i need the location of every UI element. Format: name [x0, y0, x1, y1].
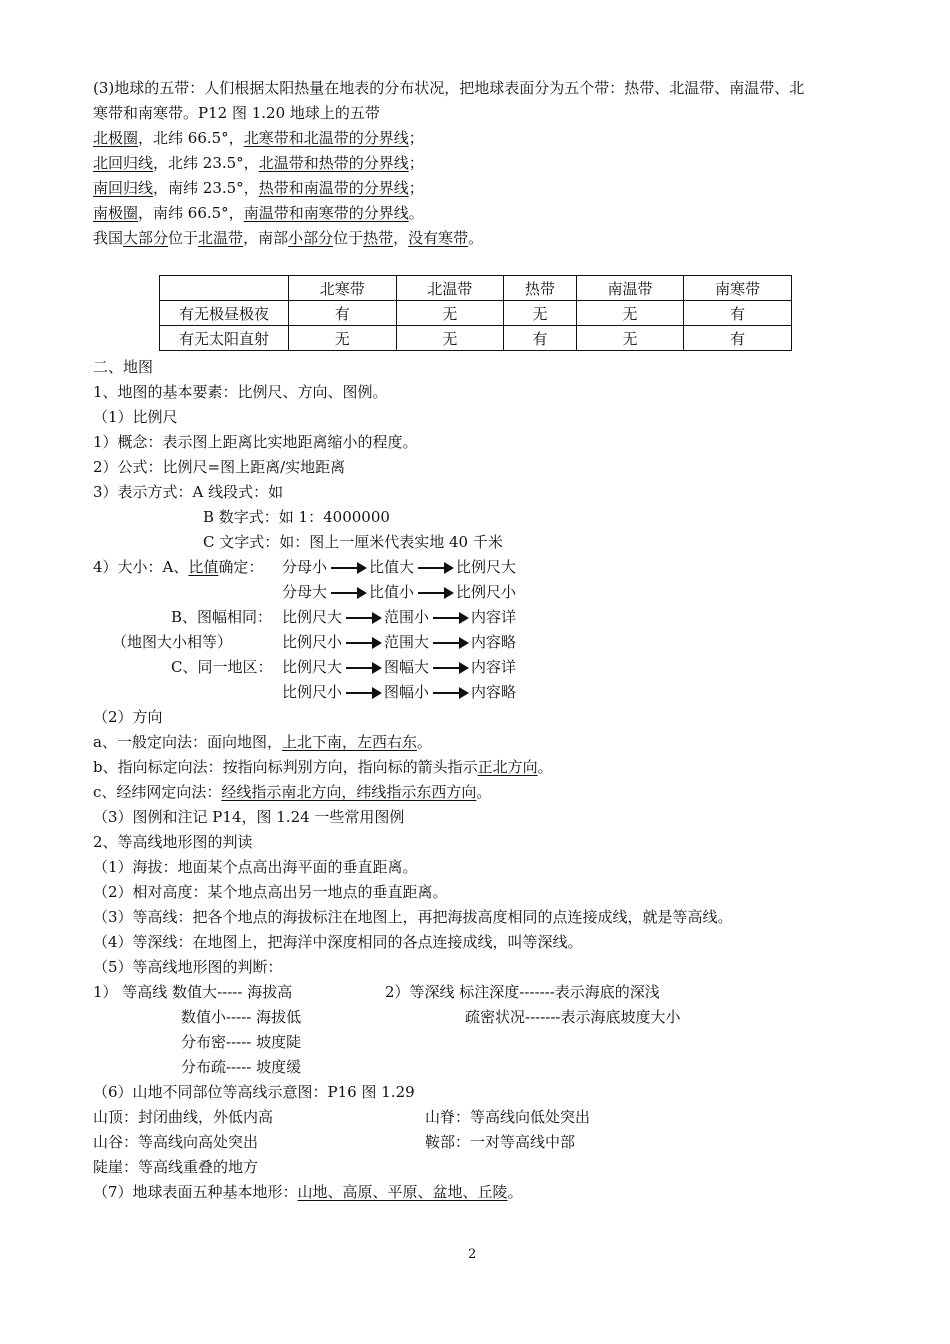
tropic-cancer-line: [93, 153, 424, 173]
arrow-right-icon: [433, 617, 467, 619]
table-header-row: [160, 276, 792, 301]
five-zones-table: [159, 275, 792, 351]
rule-term: 内容略: [471, 633, 517, 651]
direction-a-key: 上北下南，左西右东: [281, 733, 417, 751]
contour-judge-2-left: 数值小----- 海拔低: [181, 1008, 302, 1026]
rule-term: 范围小: [384, 608, 430, 626]
china-most: 大部分: [123, 229, 169, 247]
china-small-part: 小部分: [288, 229, 334, 247]
china-no-frigid: 没有寒带: [408, 229, 469, 247]
scale-rule-row-2: [282, 582, 516, 602]
contour-judge-2-right: 疏密状况-------表示海底坡度大小: [465, 1008, 681, 1026]
tropic-cancer-end: ；: [408, 154, 424, 172]
arrow-right-icon: [346, 692, 380, 694]
table-cell: 无: [289, 326, 397, 351]
scale-form-text: C 文字式：如：图上一厘米代表实地 40 千米: [203, 533, 503, 551]
antarctic-circle-end: 。: [408, 204, 424, 222]
scale-form-numeric: B 数字式：如 1：4000000: [203, 508, 390, 526]
rule-term: 图幅大: [384, 658, 430, 676]
zones-intro-line-1: (3)地球的五带：人们根据太阳热量在地表的分布状况，把地球表面分为五个带：热带、北温带、南温带、北: [93, 79, 805, 97]
china-text-6: 。: [468, 229, 484, 247]
landforms-list: 山地、高原、平原、盆地、丘陵: [297, 1183, 508, 1201]
direction-c-end: 。: [476, 783, 492, 801]
scale-size-a-label: [93, 557, 263, 577]
scale-rule-row-6: [282, 682, 516, 702]
antarctic-circle-desc: 南温带和南寒带的分界线: [243, 204, 409, 222]
zones-intro-line-2: 寒带和南寒带。P12 图 1.20 地球上的五带: [93, 104, 380, 122]
page-number: 2: [468, 1247, 477, 1262]
scale-title: （1）比例尺: [93, 408, 178, 426]
direction-a-text: a、一般定向法：面向地图，: [93, 733, 282, 751]
landforms-text: （7）地球表面五种基本地形：: [93, 1183, 298, 1201]
scale-size-b-label: B、图幅相同：: [171, 608, 273, 626]
rule-term: 分母大: [282, 583, 328, 601]
scale-concept: 1）概念：表示图上距离比实地距离缩小的程度。: [93, 433, 418, 451]
size-prefix: 4）大小：A、: [93, 558, 189, 576]
china-zones-line: [93, 228, 483, 248]
rule-term: 比例尺小: [282, 683, 343, 701]
table-header-cell: 北寒带: [289, 276, 397, 301]
scale-size-c-label: C、同一地区：: [171, 658, 273, 676]
table-cell: 有: [289, 301, 397, 326]
tropic-cancer-lat: ，北纬 23.5°，: [153, 154, 259, 172]
tropic-capricorn-desc: 热带和南温带的分界线: [258, 179, 409, 197]
mountain-parts-title: （6）山地不同部位等高线示意图：P16 图 1.29: [93, 1083, 415, 1101]
table-cell: 有: [684, 301, 792, 326]
table-row-label: 有无太阳直射: [160, 326, 289, 351]
arrow-right-icon: [433, 667, 467, 669]
landforms-end: 。: [507, 1183, 523, 1201]
rule-term: 分母小: [282, 558, 328, 576]
scale-rule-row-3: [282, 607, 516, 627]
direction-title: （2）方向: [93, 708, 163, 726]
china-north-temperate: 北温带: [198, 229, 244, 247]
direction-method-a: [93, 732, 432, 752]
tropic-cancer-desc: 北温带和热带的分界线: [258, 154, 409, 172]
contour-judge-3: 分布密----- 坡度陡: [181, 1033, 302, 1051]
direction-c-key: 经线指示南北方向，纬线指示东西方向: [221, 783, 477, 801]
antarctic-circle-line: [93, 203, 424, 223]
china-text-1: 我国: [93, 229, 124, 247]
table-row: [160, 326, 792, 351]
legend-line: （3）图例和注记 P14，图 1.24 一些常用图例: [93, 808, 405, 826]
arctic-circle-end: ；: [408, 129, 424, 147]
antarctic-circle-name: 南极圈: [93, 204, 139, 222]
tropic-capricorn-lat: ，南纬 23.5°，: [153, 179, 259, 197]
arctic-circle-line: [93, 128, 424, 148]
china-text-5: ，: [393, 229, 409, 247]
direction-a-end: 。: [416, 733, 432, 751]
rule-term: 内容略: [471, 683, 517, 701]
rule-term: 比例尺大: [282, 608, 343, 626]
arrow-right-icon: [331, 567, 365, 569]
mountain-peak: 山顶：封闭曲线，外低内高: [93, 1108, 274, 1126]
arctic-circle-lat: ，北纬 66.5°，: [138, 129, 244, 147]
mountain-saddle: 鞍部：一对等高线中部: [425, 1133, 576, 1151]
table-cell: 无: [576, 326, 684, 351]
table-cell: 有: [504, 326, 577, 351]
arrow-right-icon: [433, 642, 467, 644]
arctic-circle-desc: 北寒带和北温带的分界线: [243, 129, 409, 147]
table-cell: 有: [684, 326, 792, 351]
arrow-right-icon: [346, 667, 380, 669]
rule-term: 比例尺小: [282, 633, 343, 651]
rule-term: 比例尺大: [456, 558, 517, 576]
direction-b-key: 正北方向: [477, 758, 538, 776]
arrow-right-icon: [346, 617, 380, 619]
rule-term: 比例尺大: [282, 658, 343, 676]
rule-term: 图幅小: [384, 683, 430, 701]
size-ratio: 比值: [188, 558, 219, 576]
scale-formula: 2）公式：比例尺=图上距离/实地距离: [93, 458, 346, 476]
tropic-cancer-name: 北回归线: [93, 154, 154, 172]
mountain-valley: 山谷：等高线向高处突出: [93, 1133, 259, 1151]
direction-b-text: b、指向标定向法：按指向标判别方向，指向标的箭头指示: [93, 758, 478, 776]
rule-term: 内容详: [471, 658, 517, 676]
china-text-4: 位于: [333, 229, 364, 247]
table-header-cell: 北温带: [396, 276, 504, 301]
arrow-right-icon: [418, 567, 452, 569]
direction-c-text: c、经纬网定向法：: [93, 783, 222, 801]
scale-rule-row-1: [282, 557, 516, 577]
china-text-3: ，南部: [243, 229, 289, 247]
table-row: [160, 301, 792, 326]
tropic-capricorn-name: 南回归线: [93, 179, 154, 197]
table-header-cell: 南寒带: [684, 276, 792, 301]
mountain-ridge: 山脊：等高线向低处突出: [425, 1108, 591, 1126]
scale-rule-row-5: [282, 657, 516, 677]
contour-title: 2、等高线地形图的判读: [93, 833, 253, 851]
contour-relative-height: （2）相对高度：某个地点高出另一地点的垂直距离。: [93, 883, 448, 901]
contour-judge-1-left: 1） 等高线 数值大----- 海拔高: [93, 983, 293, 1001]
size-fixed: 确定：: [218, 558, 264, 576]
china-text-2: 位于: [168, 229, 199, 247]
table-cell: 无: [396, 301, 504, 326]
landforms-line: [93, 1182, 523, 1202]
table-header-cell: 热带: [504, 276, 577, 301]
contour-elevation: （1）海拔：地面某个点高出海平面的垂直距离。: [93, 858, 418, 876]
direction-method-b: [93, 757, 553, 777]
arrow-right-icon: [418, 592, 452, 594]
scale-size-b-note: （地图大小相等）: [112, 633, 233, 651]
map-basic-elements: 1、地图的基本要素：比例尺、方向、图例。: [93, 383, 388, 401]
tropic-capricorn-line: [93, 178, 424, 198]
contour-judge-title: （5）等高线地形图的判断：: [93, 958, 283, 976]
scale-rule-row-4: [282, 632, 516, 652]
tropic-capricorn-end: ；: [408, 179, 424, 197]
arrow-right-icon: [331, 592, 365, 594]
mountain-cliff: 陡崖：等高线重叠的地方: [93, 1158, 259, 1176]
rule-term: 比例尺小: [456, 583, 517, 601]
scale-form-line: 3）表示方式：A 线段式：如: [93, 483, 284, 501]
contour-judge-1-right: 2）等深线 标注深度-------表示海底的深浅: [385, 983, 660, 1001]
rule-term: 范围大: [384, 633, 430, 651]
rule-term: 比值大: [369, 558, 415, 576]
contour-judge-4: 分布疏----- 坡度缓: [181, 1058, 302, 1076]
table-cell: 无: [396, 326, 504, 351]
china-tropical: 热带: [363, 229, 394, 247]
direction-b-end: 。: [537, 758, 553, 776]
arrow-right-icon: [433, 692, 467, 694]
rule-term: 内容详: [471, 608, 517, 626]
arrow-right-icon: [346, 642, 380, 644]
arctic-circle-name: 北极圈: [93, 129, 139, 147]
depth-line-definition: （4）等深线：在地图上，把海洋中深度相同的各点连接成线，叫等深线。: [93, 933, 583, 951]
section-maps-title: 二、地图: [93, 358, 154, 376]
rule-term: 比值小: [369, 583, 415, 601]
table-cell: 无: [576, 301, 684, 326]
table-header-cell: 南温带: [576, 276, 684, 301]
table-cell: 无: [504, 301, 577, 326]
antarctic-circle-lat: ，南纬 66.5°，: [138, 204, 244, 222]
table-row-label: 有无极昼极夜: [160, 301, 289, 326]
contour-line-definition: （3）等高线：把各个地点的海拔标注在地图上，再把海拔高度相同的点连接成线，就是等高线。: [93, 908, 733, 926]
direction-method-c: [93, 782, 491, 802]
table-header-cell: [160, 276, 289, 301]
